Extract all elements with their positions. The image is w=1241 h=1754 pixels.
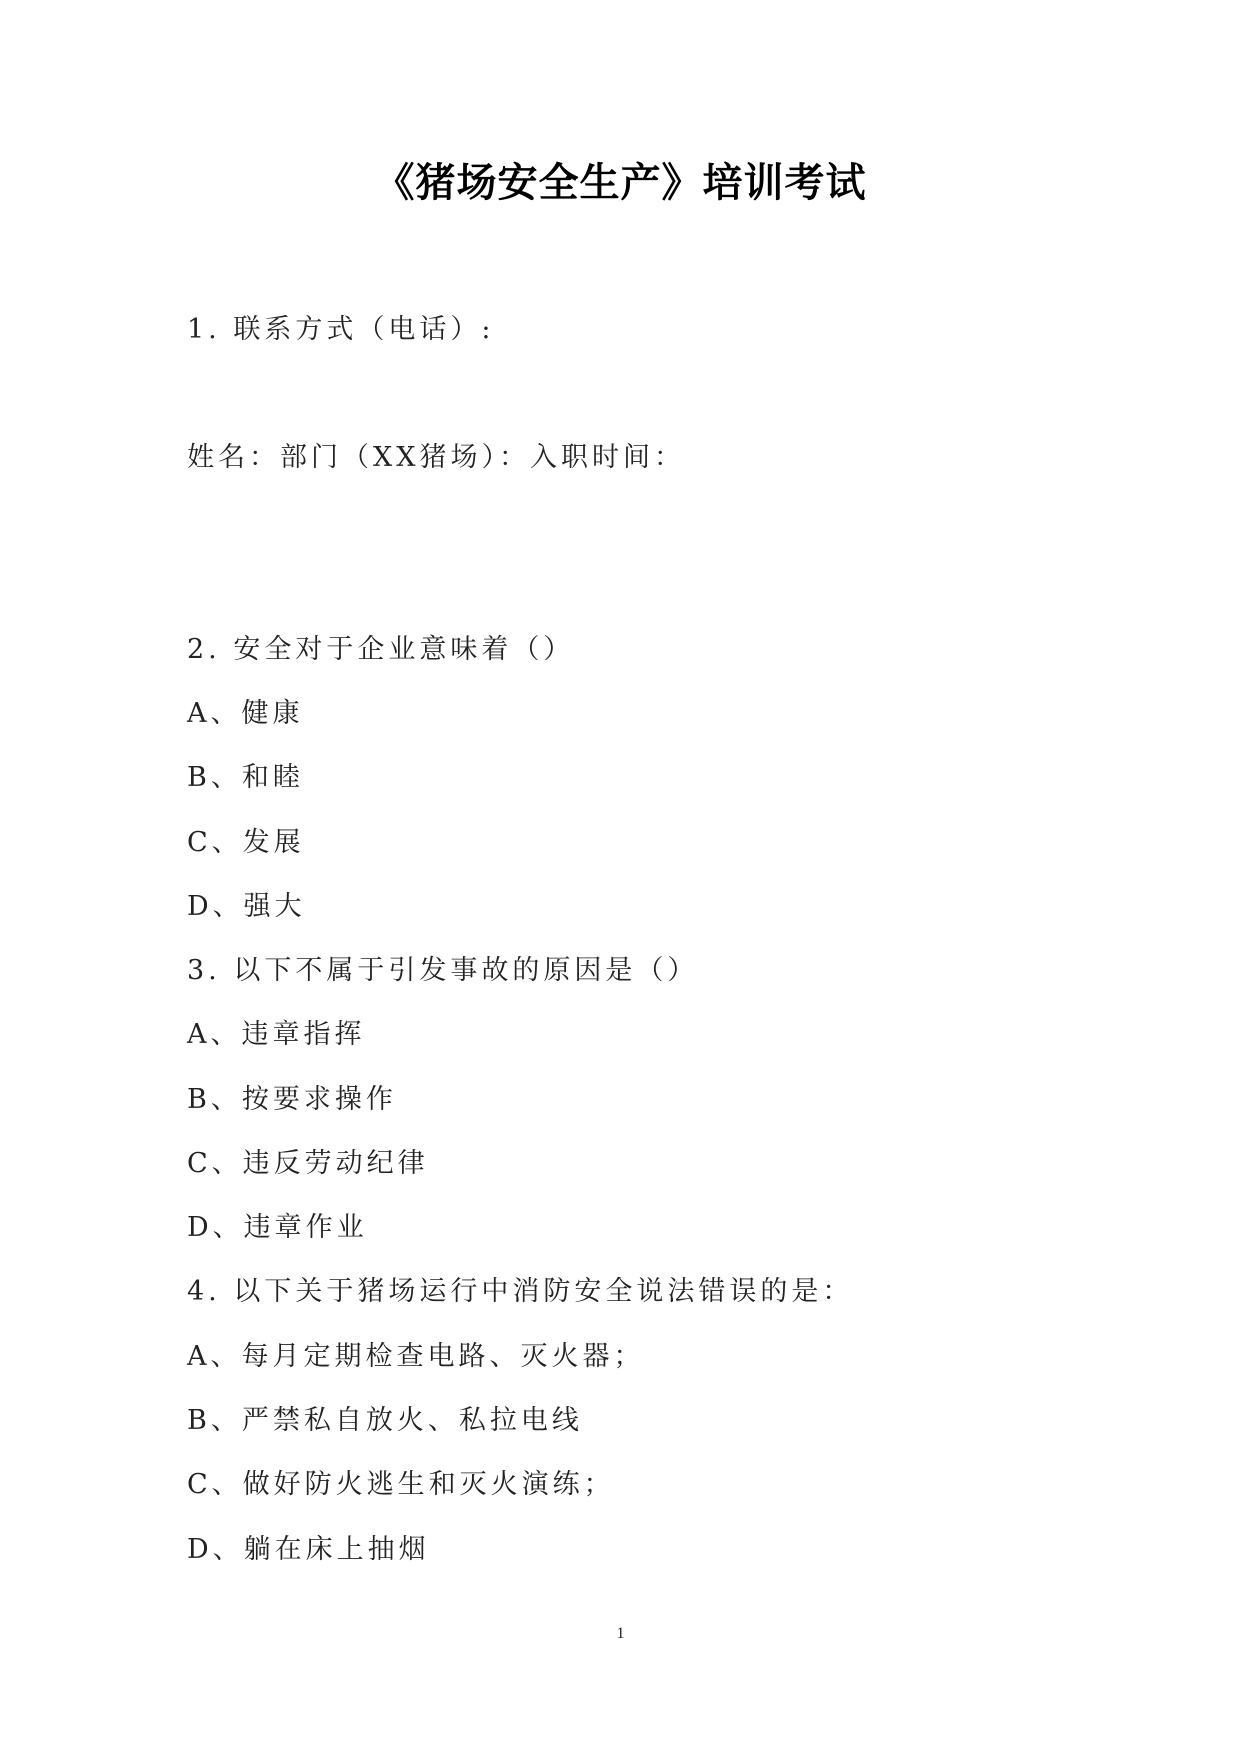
question-4-option-b: B、严禁私自放火、私拉电线	[187, 1405, 583, 1436]
question-3-option-a: A、违章指挥	[187, 1019, 366, 1050]
question-3-option-b: B、按要求操作	[187, 1084, 397, 1115]
question-1-stem: 1. 联系方式（电话）:	[187, 314, 495, 345]
question-2-option-c: C、发展	[187, 827, 305, 858]
question-2-option-a: A、健康	[187, 698, 304, 729]
page-number: 1	[616, 1625, 625, 1642]
question-3-stem: 3. 以下不属于引发事故的原因是（）	[187, 955, 699, 986]
question-2-option-b: B、和睦	[187, 762, 304, 793]
question-4-option-a: A、每月定期检查电路、灭火器；	[187, 1341, 645, 1372]
question-4-option-d: D、躺在床上抽烟	[187, 1534, 430, 1565]
question-4-stem: 4. 以下关于猪场运行中消防安全说法错误的是：	[187, 1276, 854, 1307]
question-2-option-d: D、强大	[187, 891, 306, 922]
question-2-stem: 2. 安全对于企业意味着（）	[187, 634, 575, 665]
question-4-option-c: C、做好防火逃生和灭火演练；	[187, 1469, 615, 1500]
document-title: 《猪场安全生产》培训考试	[374, 159, 867, 206]
question-3-option-c: C、违反劳动纪律	[187, 1148, 429, 1179]
question-3-option-d: D、违章作业	[187, 1212, 368, 1243]
question-1-info-line: 姓名：部门（XX猪场）：入职时间：	[187, 442, 685, 473]
